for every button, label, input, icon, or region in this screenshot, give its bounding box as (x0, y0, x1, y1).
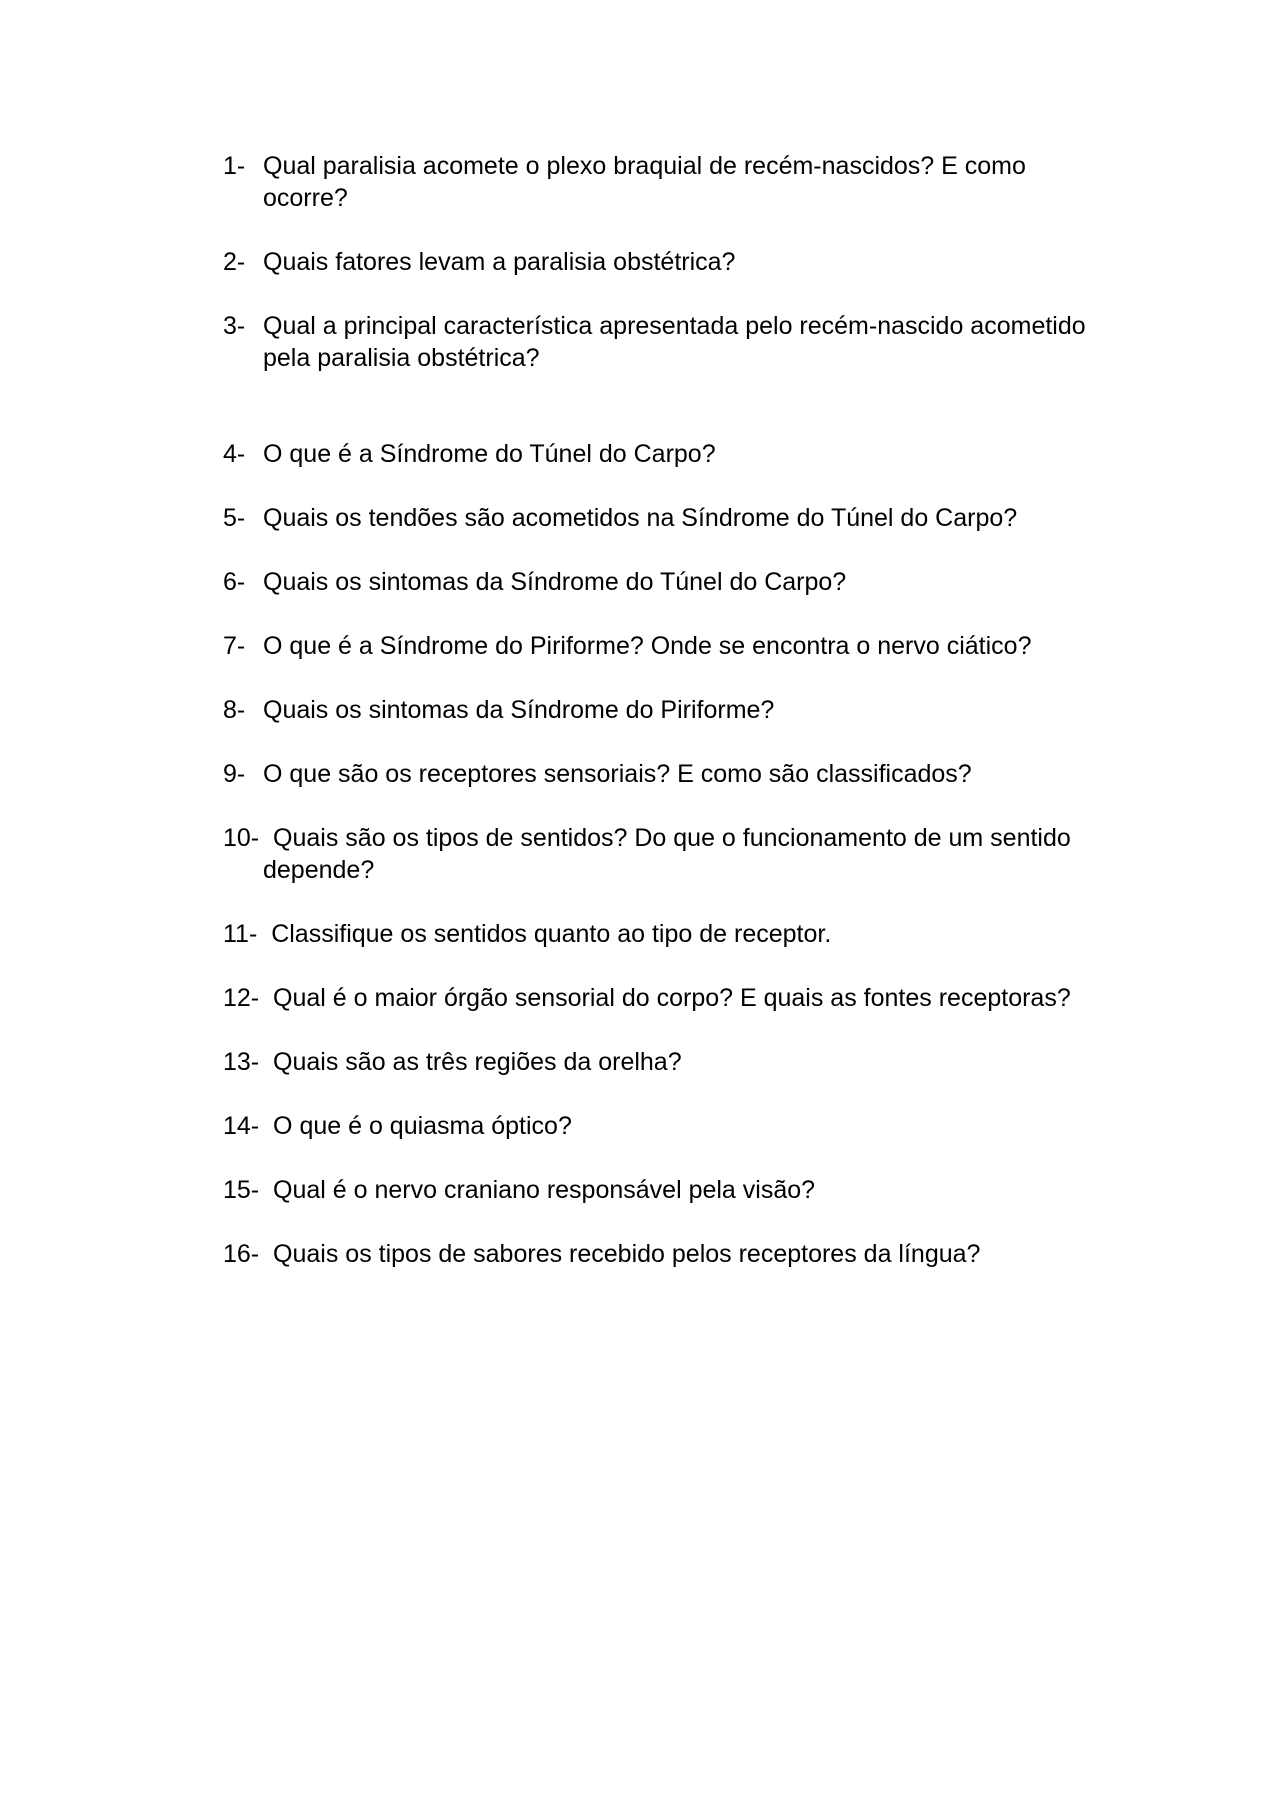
question-number: 10- (223, 824, 267, 852)
question-text: Quais os tipos de sabores recebido pelos receptores da língua? (273, 1240, 981, 1268)
question-number: 16- (223, 1240, 267, 1268)
question-item (223, 438, 1103, 470)
question-number: 9- (223, 760, 246, 788)
question-text: Quais são as três regiões da orelha? (273, 1048, 682, 1076)
question-item (223, 310, 1103, 374)
question-number: 4- (223, 440, 246, 468)
question-text: Quais os sintomas da Síndrome do Túnel do Carpo? (263, 568, 847, 596)
question-item (223, 694, 1103, 726)
question-number: 1- (223, 152, 246, 180)
question-number: 3- (223, 312, 246, 340)
question-number: 7- (223, 632, 246, 660)
question-number: 2- (223, 248, 246, 276)
question-item (223, 502, 1103, 534)
question-text: Classifique os sentidos quanto ao tipo de receptor. (271, 920, 832, 948)
question-text: Quais os sintomas da Síndrome do Piriforme? (263, 696, 775, 724)
question-item (223, 1174, 1103, 1206)
question-text: Qual é o nervo craniano responsável pela visão? (273, 1176, 816, 1204)
question-text: Qual a principal característica apresentada pelo recém-nascido acometido pela paralisia obstétrica? (263, 312, 1086, 372)
question-item (223, 982, 1103, 1014)
question-text: O que é a Síndrome do Túnel do Carpo? (263, 440, 716, 468)
question-text-continuation: depende? (263, 856, 375, 884)
question-item (223, 1110, 1103, 1142)
question-text: Quais fatores levam a paralisia obstétrica? (263, 248, 736, 276)
question-number: 13- (223, 1048, 267, 1076)
question-list (223, 150, 1103, 1302)
question-item (223, 566, 1103, 598)
question-text: O que é o quiasma óptico? (273, 1112, 572, 1140)
question-item (223, 1046, 1103, 1078)
question-item (223, 758, 1103, 790)
question-number: 11- (223, 920, 265, 948)
question-item (223, 150, 1103, 214)
question-text: O que são os receptores sensoriais? E como são classificados? (263, 760, 972, 788)
question-item (223, 1238, 1103, 1270)
question-text: Qual é o maior órgão sensorial do corpo? E quais as fontes receptoras? (273, 984, 1071, 1012)
question-number: 12- (223, 984, 267, 1012)
question-text: Quais os tendões são acometidos na Síndrome do Túnel do Carpo? (263, 504, 1018, 532)
question-item (223, 822, 1103, 886)
question-number: 15- (223, 1176, 267, 1204)
question-number: 14- (223, 1112, 267, 1140)
question-item (223, 246, 1103, 278)
question-item (223, 918, 1103, 950)
question-number: 5- (223, 504, 246, 532)
question-text: Quais são os tipos de sentidos? Do que o funcionamento de um sentido (273, 824, 1071, 852)
question-number: 8- (223, 696, 246, 724)
question-number: 6- (223, 568, 246, 596)
question-text: Qual paralisia acomete o plexo braquial de recém-nascidos? E como ocorre? (263, 152, 1026, 212)
question-text: O que é a Síndrome do Piriforme? Onde se encontra o nervo ciático? (263, 632, 1032, 660)
question-item (223, 630, 1103, 662)
